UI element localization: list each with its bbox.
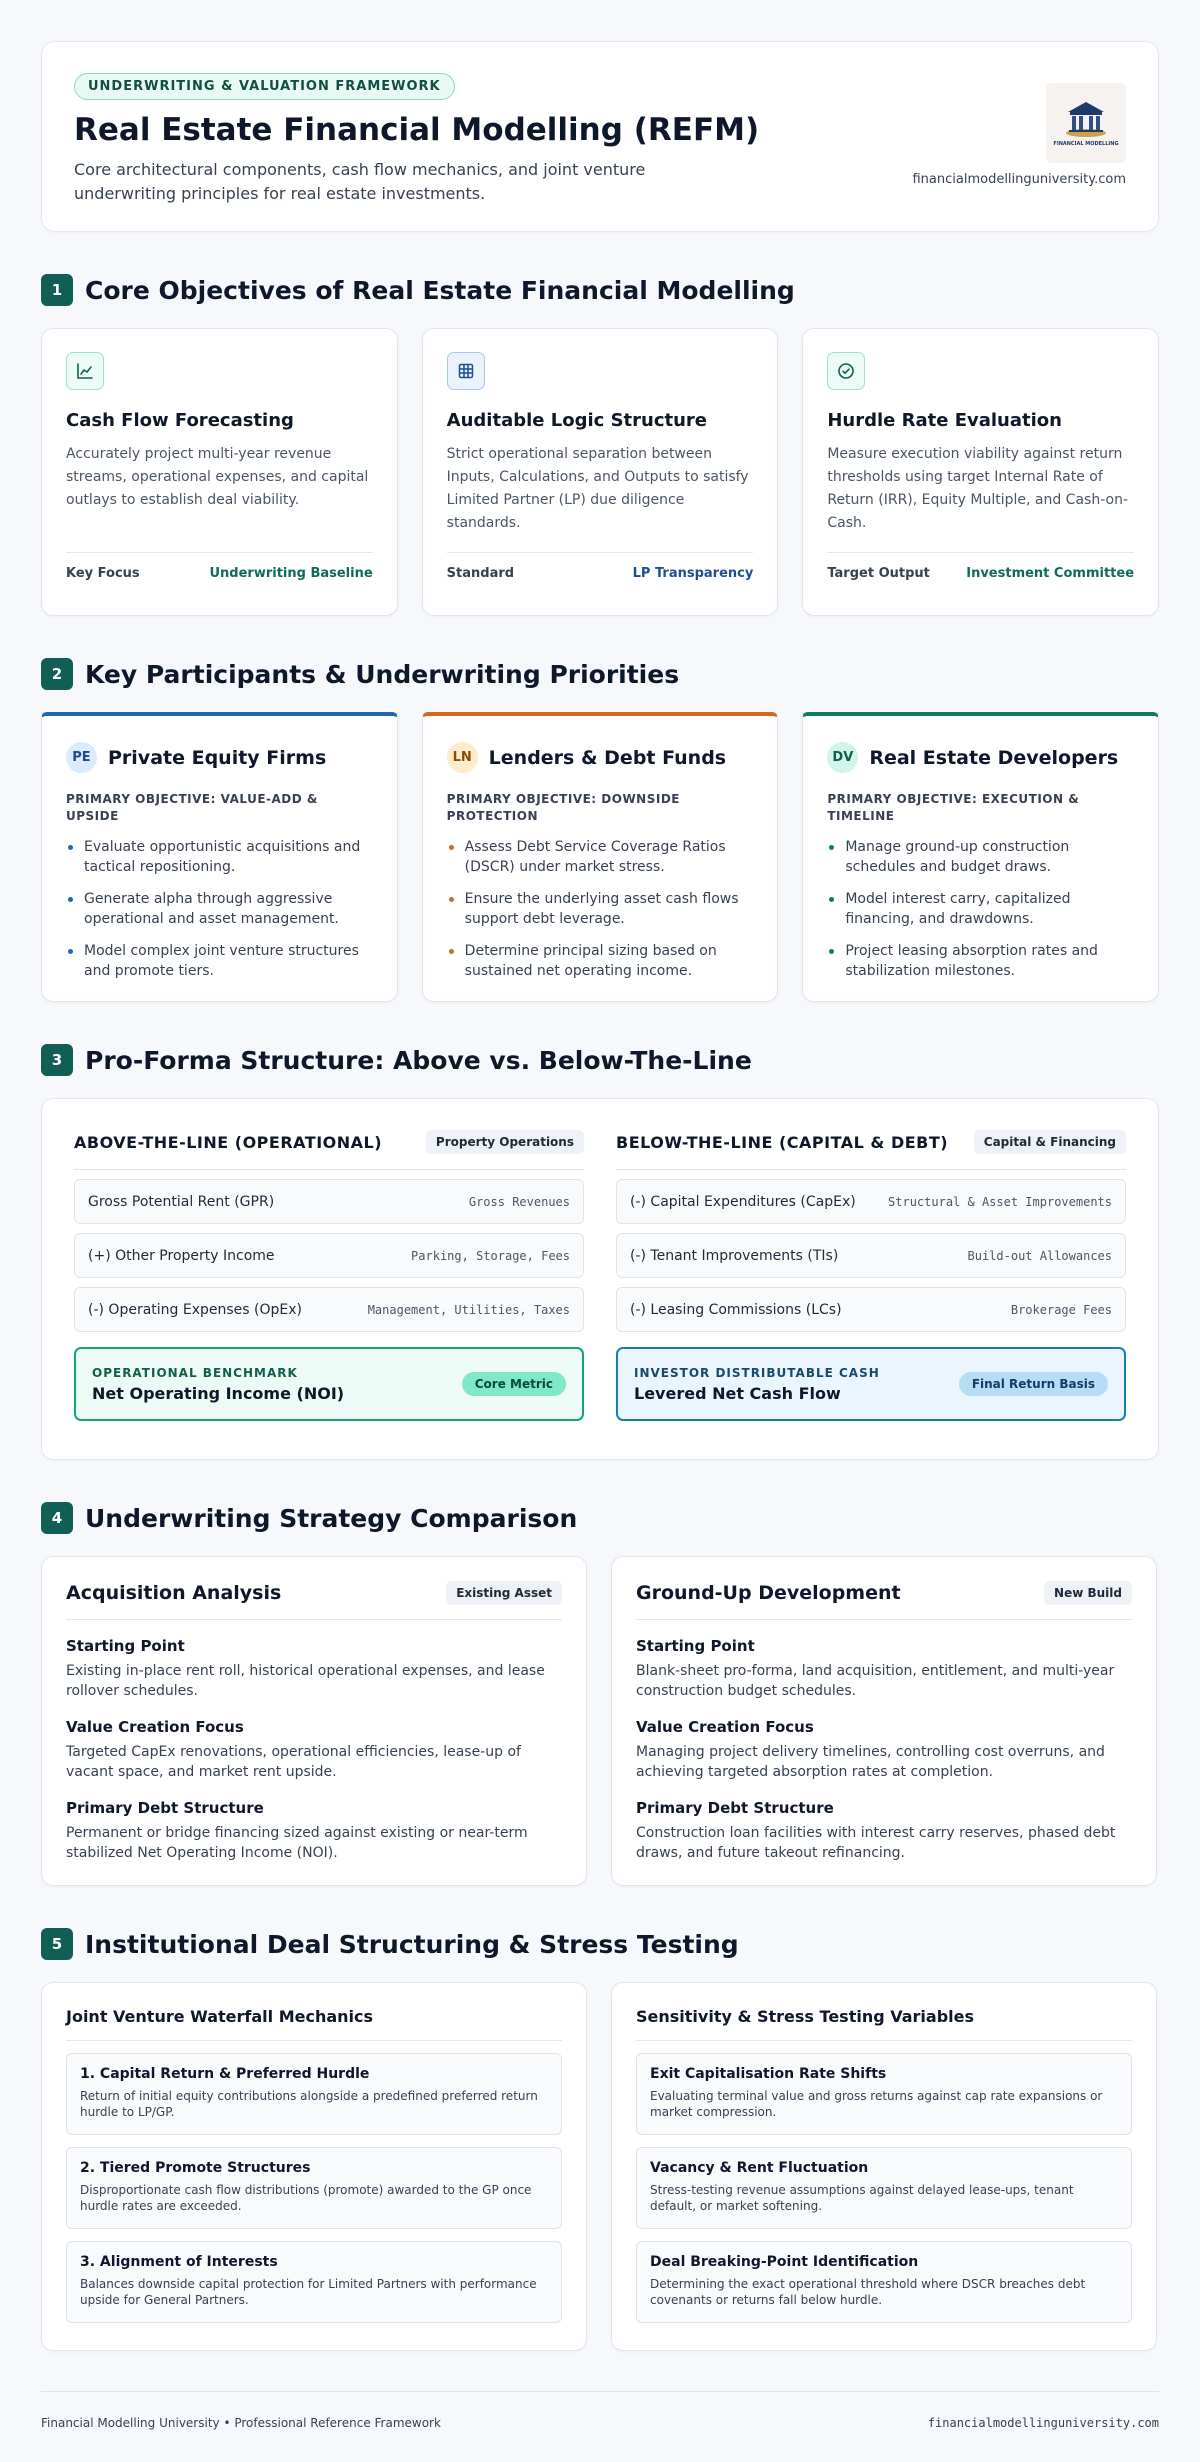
participants-row [41,712,1159,1002]
line-item [616,1287,1126,1332]
strategy-item-title: Value Creation Focus [66,1718,244,1736]
avatar: PE [66,742,97,773]
deal-item-title: 2. Tiered Promote Structures [80,2160,311,2176]
line-item-label: (+) Other Property Income [88,1247,275,1264]
section-number: 2 [41,658,73,690]
objective-foot-label: Standard [446,566,515,581]
list-item: Model interest carry, capitalized financing, and drawdowns. [827,889,1134,929]
participant-card [41,712,398,1002]
strategy-item [66,1799,562,1863]
deal-item-desc: Stress-testing revenue assumptions against delayed lease-ups, tenant default, or market softening. [650,2183,1074,2213]
section-title: Underwriting Strategy Comparison [85,1503,578,1533]
strategy-header [66,1581,562,1620]
objective-foot-label: Key Focus [66,566,140,581]
section-number: 1 [41,274,73,306]
line-item-label: (-) Operating Expenses (OpEx) [88,1301,302,1318]
check-circle-icon [827,352,865,390]
section-title: Institutional Deal Structuring & Stress Testing [85,1929,739,1959]
line-item-note: Build-out Allowances [967,1248,1112,1263]
deal-item-desc: Disproportionate cash flow distributions (promote) awarded to the GP once hurdle rates are exceeded. [80,2183,532,2213]
deal-item-desc: Return of initial equity contributions alongside a predefined preferred return hurdle to LP/GP. [80,2089,538,2119]
strategy-title: Acquisition Analysis [66,1582,282,1604]
objective-footer [66,552,373,592]
list-item: Model complex joint venture structures and promote tiers. [66,941,373,981]
strategy-item-desc: Blank-sheet pro-forma, land acquisition, entitlement, and multi-year construction budget schedules. [636,1663,1115,1699]
deal-item [636,2053,1132,2135]
strategy-item [636,1799,1132,1863]
strategy-item [66,1637,562,1701]
section-title: Key Participants & Underwriting Priorities [85,659,680,689]
line-item [74,1179,584,1224]
participant-title: Private Equity Firms [108,746,327,769]
deal-item-title: Deal Breaking-Point Identification [650,2254,919,2270]
participant-objective: PRIMARY OBJECTIVE: EXECUTION & TIMELINE [827,792,1080,823]
line-item [74,1287,584,1332]
deal-item [636,2147,1132,2229]
line-item-note: Parking, Storage, Fees [411,1248,570,1263]
objective-foot-label: Target Output [827,566,930,581]
objective-title: Hurdle Rate Evaluation [827,410,1062,431]
line-item-label: (-) Leasing Commissions (LCs) [630,1301,842,1318]
section-title: Core Objectives of Real Estate Financial Modelling [85,275,795,305]
strategy-item-desc: Permanent or bridge financing sized against existing or near-term stabilized Net Operating Income (NOI). [66,1825,528,1861]
participant-objective: PRIMARY OBJECTIVE: VALUE-ADD & UPSIDE [66,792,318,823]
above-the-line-column [74,1130,584,1428]
header-card [41,41,1159,232]
participant-objective: PRIMARY OBJECTIVE: DOWNSIDE PROTECTION [446,792,680,823]
list-item: Assess Debt Service Coverage Ratios (DSCR) under market stress. [447,837,754,877]
section-number: 5 [41,1928,73,1960]
strategy-item-desc: Construction loan facilities with interest carry reserves, phased debt draws, and future takeout refinancing. [636,1825,1116,1861]
grid-table-icon [447,352,485,390]
strategy-item [66,1718,562,1782]
participant-card [802,712,1159,1002]
objectives-row [41,328,1159,616]
objective-foot-value: Investment Committee [966,566,1135,581]
line-item-note: Management, Utilities, Taxes [367,1302,570,1317]
page-subtitle: Core architectural components, cash flow mechanics, and joint venture underwriting principles for real estate investments. [74,160,646,203]
objective-footer [447,552,754,592]
participant-header [66,742,373,773]
deal-card-title: Joint Venture Waterfall Mechanics [66,2007,562,2041]
deal-item [66,2241,562,2323]
section-number: 4 [41,1502,73,1534]
line-item-note: Gross Revenues [468,1194,570,1209]
deal-item-desc: Evaluating terminal value and gross returns against cap rate expansions or market compression. [650,2089,1103,2119]
list-item: Generate alpha through aggressive operational and asset management. [66,889,373,929]
deal-item-title: Vacancy & Rent Fluctuation [650,2160,869,2176]
objective-footer [827,552,1134,592]
column-title: BELOW-THE-LINE (CAPITAL & DEBT) [616,1132,949,1152]
objective-desc: Accurately project multi-year revenue streams, operational expenses, and capital outlays to establish deal viability. [66,446,369,508]
participant-header [447,742,754,773]
section-heading-participants [41,656,1159,692]
bullet-list [447,837,754,981]
line-item-note: Structural & Asset Improvements [888,1194,1112,1209]
strategy-tag: New Build [1044,1581,1132,1605]
page-title: Real Estate Financial Modelling (REFM) [74,112,760,148]
cash-flow-benchmark [616,1347,1126,1421]
objective-foot-value: Underwriting Baseline [209,566,373,581]
strategy-card [41,1556,587,1886]
line-chart-icon [66,352,104,390]
bullet-list [827,837,1134,981]
deal-item [66,2053,562,2135]
line-item [616,1233,1126,1278]
section-title: Pro-Forma Structure: Above vs. Below-The-Line [85,1045,752,1075]
deal-card [611,1982,1157,2351]
participant-title: Lenders & Debt Funds [488,746,727,769]
strategy-card [611,1556,1157,1886]
column-header [74,1130,584,1170]
footer-url: financialmodellinguniversity.com [927,2416,1159,2430]
objective-card [802,328,1159,616]
list-item: Ensure the underlying asset cash flows support debt leverage. [447,889,754,929]
noi-benchmark [74,1347,584,1421]
benchmark-title: Levered Net Cash Flow [634,1383,841,1403]
column-tag: Capital & Financing [974,1130,1126,1154]
framework-badge: UNDERWRITING & VALUATION FRAMEWORK [74,73,455,100]
section-heading-strategy [41,1500,1159,1536]
list-item: Evaluate opportunistic acquisitions and tactical repositioning. [66,837,373,877]
deal-item-title: Exit Capitalisation Rate Shifts [650,2066,887,2082]
strategy-item [636,1718,1132,1782]
strategy-tag: Existing Asset [446,1581,562,1605]
strategy-item-desc: Managing project delivery timelines, controlling cost overruns, and achieving targeted absorption rates at completion. [636,1744,1105,1780]
objective-desc: Measure execution viability against return thresholds using target Internal Rate of Return (IRR), Equity Multiple, and Cash-on-Cash. [827,446,1129,531]
list-item: Project leasing absorption rates and stabilization milestones. [827,941,1134,981]
deal-item-title: 1. Capital Return & Preferred Hurdle [80,2066,370,2082]
section-heading-proforma [41,1042,1159,1078]
line-item-label: (-) Tenant Improvements (TIs) [630,1247,839,1264]
list-item: Manage ground-up construction schedules and budget draws. [827,837,1134,877]
column-title: ABOVE-THE-LINE (OPERATIONAL) [74,1132,383,1152]
column-header [616,1130,1126,1170]
strategy-item [636,1637,1132,1701]
section-number: 3 [41,1044,73,1076]
list-item: Determine principal sizing based on sustained net operating income. [447,941,754,981]
deal-card [41,1982,587,2351]
benchmark-pill: Final Return Basis [959,1372,1108,1396]
avatar: DV [827,742,858,773]
logo [1046,83,1126,163]
deal-item [66,2147,562,2229]
section-heading-deal-structuring [41,1926,1159,1962]
participant-card [422,712,779,1002]
deal-item-title: 3. Alignment of Interests [80,2254,278,2270]
participant-header [827,742,1134,773]
line-item [74,1233,584,1278]
deal-item [636,2241,1132,2323]
avatar: LN [447,742,478,773]
strategy-title: Ground-Up Development [636,1582,901,1604]
participant-title: Real Estate Developers [869,746,1119,769]
bullet-list [66,837,373,981]
building-logo-icon [1064,99,1108,139]
objective-title: Auditable Logic Structure [446,410,708,431]
strategy-header [636,1581,1132,1620]
site-url: financialmodellinguniversity.com [912,172,1126,187]
objective-card [41,328,398,616]
line-item [616,1179,1126,1224]
benchmark-eyebrow: INVESTOR DISTRIBUTABLE CASH [634,1365,880,1380]
strategy-item-title: Starting Point [636,1637,755,1655]
line-item-label: (-) Capital Expenditures (CapEx) [630,1193,856,1210]
section-heading-objectives [41,272,1159,308]
strategy-item-title: Primary Debt Structure [636,1799,834,1817]
strategy-item-title: Primary Debt Structure [66,1799,264,1817]
objective-title: Cash Flow Forecasting [66,410,294,431]
objective-card [422,328,779,616]
benchmark-pill: Core Metric [462,1372,566,1396]
strategy-item-title: Starting Point [66,1637,185,1655]
line-item-label: Gross Potential Rent (GPR) [88,1193,275,1210]
footer-text: Financial Modelling University • Professional Reference Framework [41,2416,441,2430]
proforma-card [41,1098,1159,1460]
logo-text: FINANCIAL MODELLING [1053,141,1119,147]
strategy-item-title: Value Creation Focus [636,1718,814,1736]
objective-desc: Strict operational separation between Inputs, Calculations, and Outputs to satisfy Limited Partner (LP) due diligence standards. [446,446,749,531]
deal-card-title: Sensitivity & Stress Testing Variables [636,2007,1132,2041]
benchmark-eyebrow: OPERATIONAL BENCHMARK [92,1365,298,1380]
below-the-line-column [616,1130,1126,1428]
deal-item-desc: Determining the exact operational threshold where DSCR breaches debt covenants or returns fall below hurdle. [650,2277,1086,2307]
strategy-item-desc: Targeted CapEx renovations, operational efficiencies, lease-up of vacant space, and market rent upside. [66,1744,521,1780]
benchmark-title: Net Operating Income (NOI) [92,1383,345,1403]
column-tag: Property Operations [426,1130,584,1154]
strategy-row [41,1556,1159,1886]
objective-foot-value: LP Transparency [632,566,754,581]
line-item-note: Brokerage Fees [1010,1302,1112,1317]
page-footer [41,2391,1159,2430]
deal-item-desc: Balances downside capital protection for Limited Partners with performance upside for General Partners. [80,2277,537,2307]
strategy-item-desc: Existing in-place rent roll, historical operational expenses, and lease rollover schedules. [66,1663,545,1699]
deal-row [41,1982,1159,2351]
